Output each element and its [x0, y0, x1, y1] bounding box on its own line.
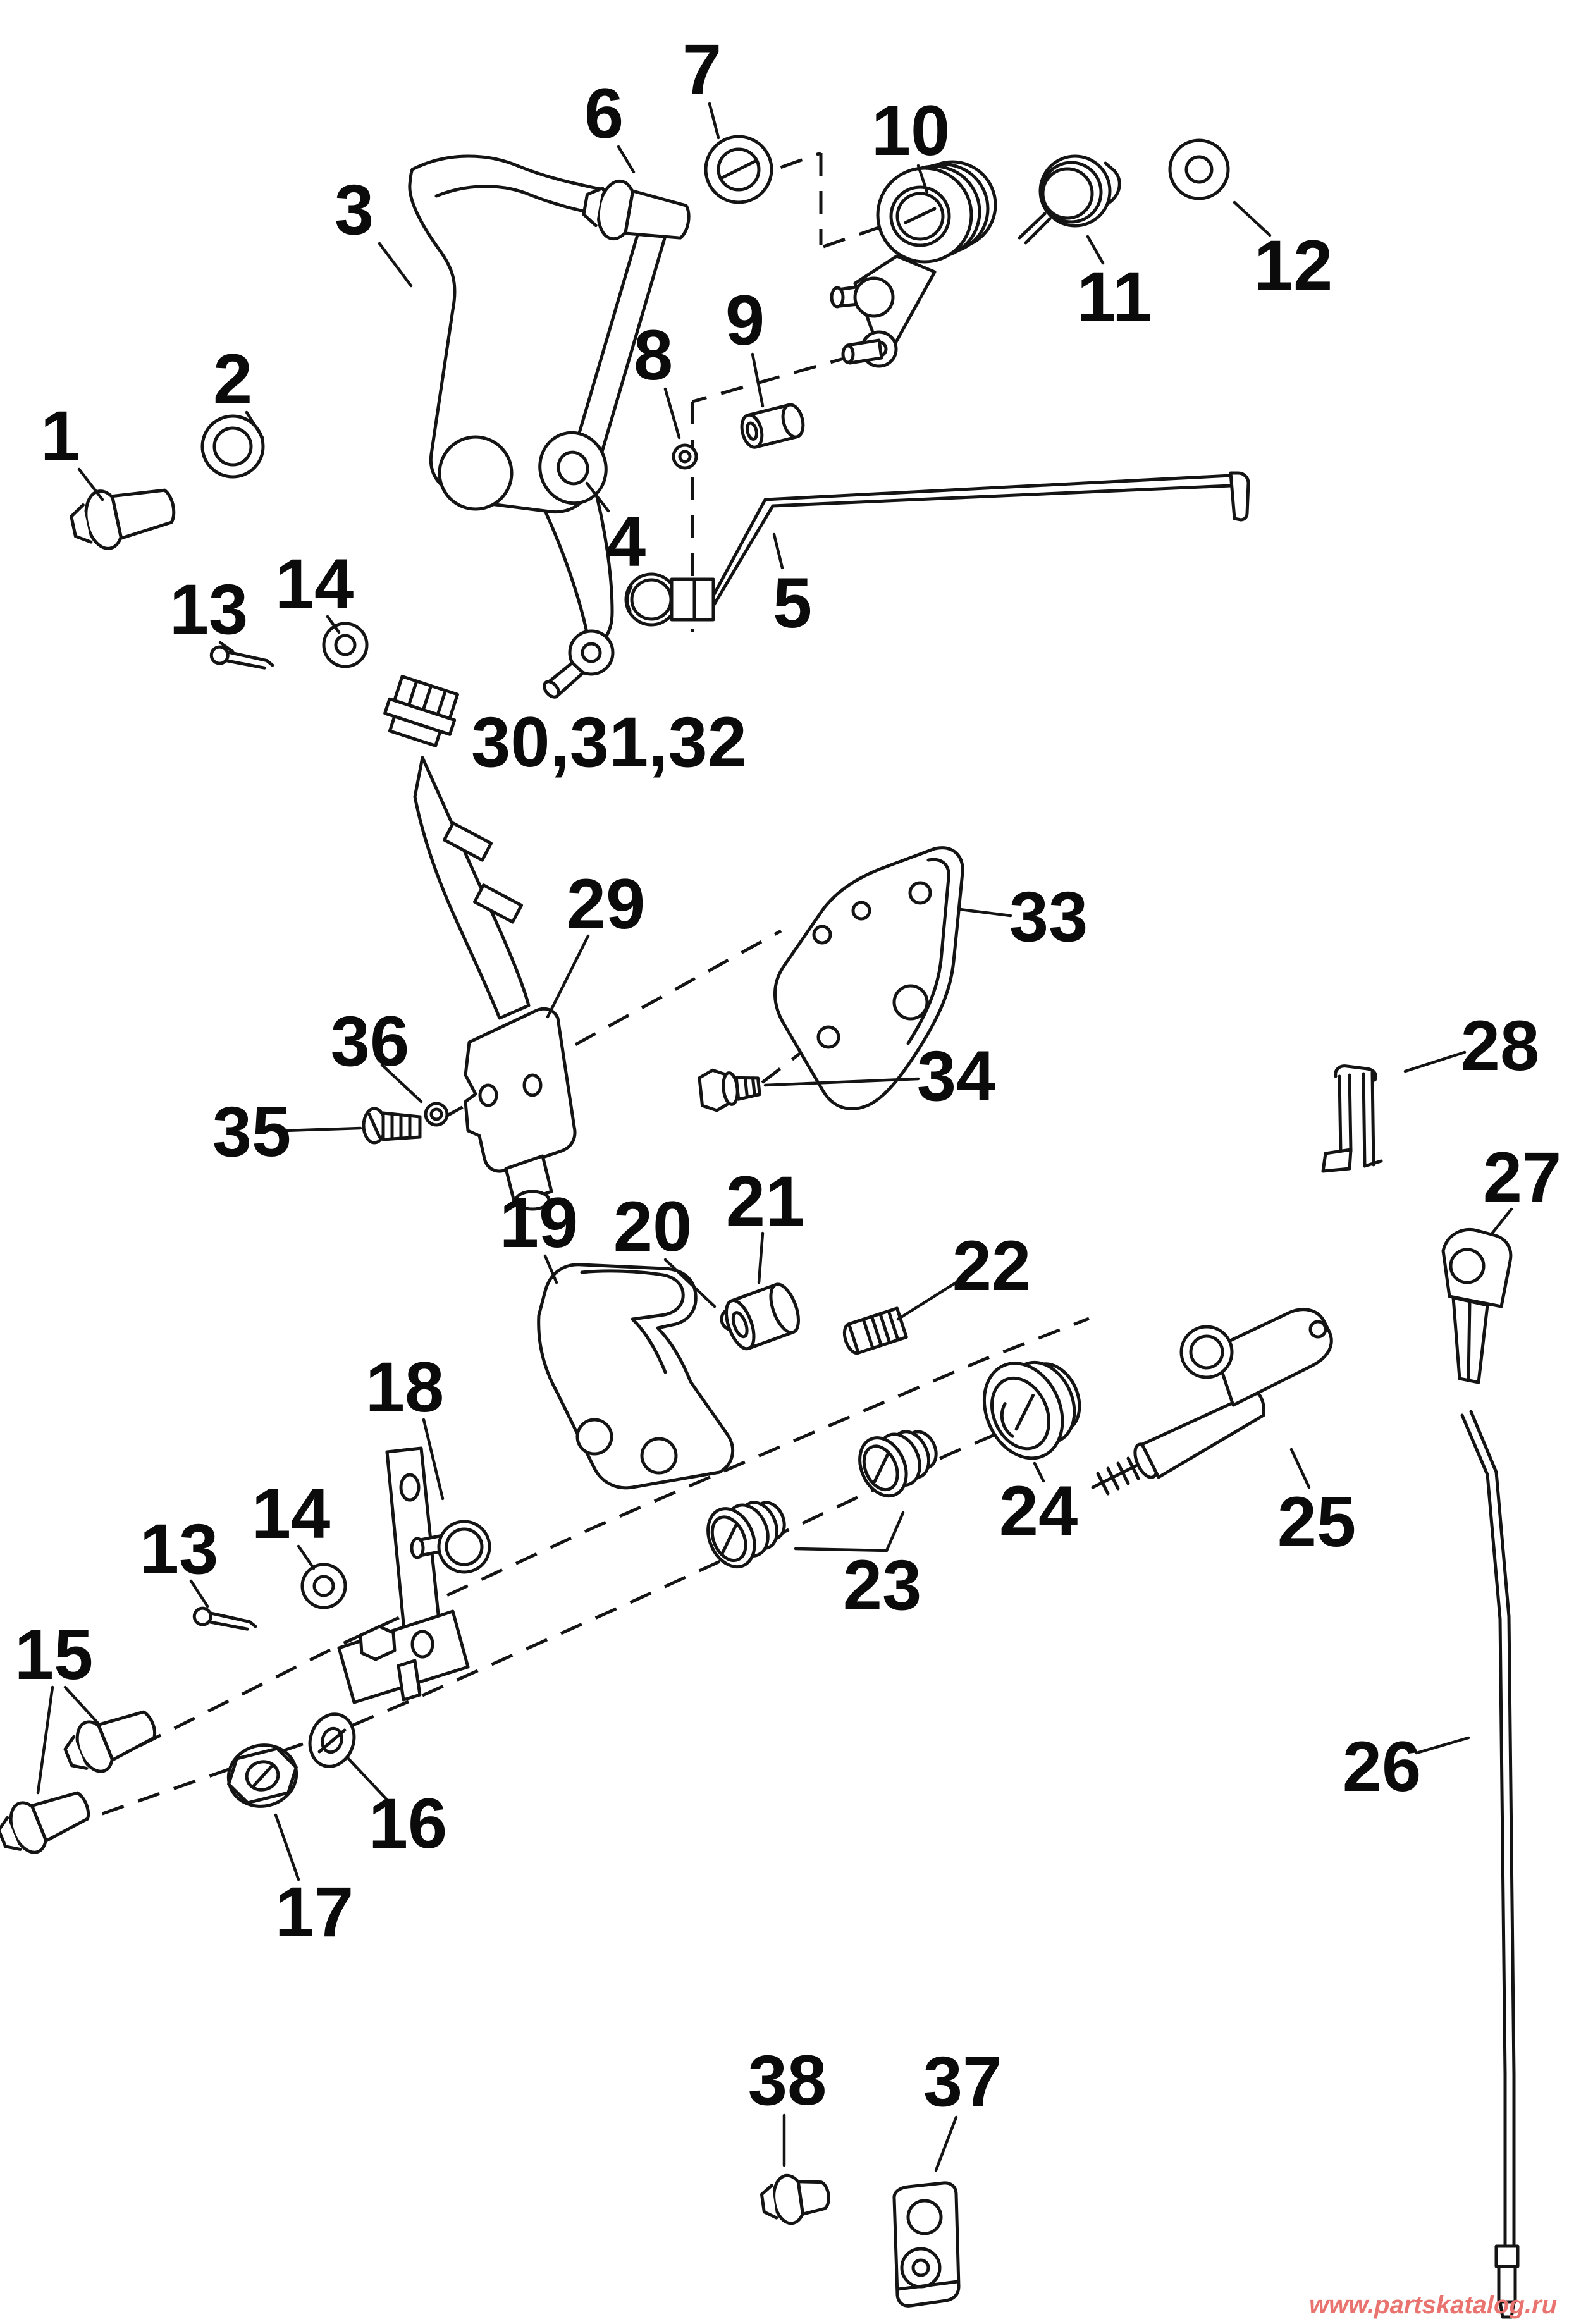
callout-label-7: 7	[682, 30, 722, 109]
callout-label-1: 1	[40, 397, 80, 476]
callout-label-14: 14	[274, 544, 354, 624]
callout-label-35: 35	[212, 1092, 292, 1171]
part-36-ring	[426, 1104, 447, 1125]
callout-leader-8	[665, 389, 679, 438]
callout-label-26: 26	[1342, 1727, 1422, 1806]
part-25-link	[1093, 1310, 1331, 1494]
part-34-bolt	[699, 1066, 761, 1112]
callout-label-10: 10	[871, 91, 950, 170]
part-24-grommet	[969, 1343, 1095, 1471]
part-15-bolt-b	[0, 1780, 96, 1862]
part-18-lever-bracket	[339, 1448, 489, 1702]
callout-leader-7	[710, 104, 718, 138]
callout-leader-37	[936, 2117, 956, 2170]
watermark-text: www.partskatalog.ru	[1309, 2291, 1557, 2319]
part-14-washer-a	[324, 624, 367, 667]
callout-label-6: 6	[584, 74, 624, 153]
callout-label-38: 38	[747, 2041, 827, 2120]
callout-label-24: 24	[999, 1472, 1078, 1551]
part-26-rod	[1462, 1411, 1518, 2317]
callout-label-17: 17	[274, 1872, 354, 1952]
callout-label-34: 34	[916, 1036, 996, 1116]
part-29-solenoid	[465, 1009, 575, 1209]
callout-leader-33	[960, 909, 1011, 916]
callout-label-13: 13	[169, 570, 249, 649]
part-23-grommet-a	[699, 1487, 794, 1574]
callout-label-12: 12	[1253, 226, 1333, 305]
callout-label-15: 15	[14, 1615, 94, 1694]
callout-leader-25	[1291, 1449, 1309, 1487]
part-5-link-rod	[626, 473, 1248, 625]
callout-label-2: 2	[212, 340, 253, 419]
callout-label-33: 33	[1009, 877, 1088, 956]
part-3-mount-bracket	[410, 156, 667, 700]
callout-label-28: 28	[1460, 1006, 1540, 1085]
part-9-spacer	[739, 403, 806, 450]
part-8-ring	[674, 445, 696, 468]
callout-label-29: 29	[566, 864, 646, 944]
callout-leader-9	[753, 354, 763, 406]
callout-label-18: 18	[365, 1348, 445, 1427]
part-27-clevis	[1443, 1229, 1511, 1382]
callout-leader-15	[38, 1687, 52, 1793]
part-1-bolt	[68, 477, 180, 555]
callout-label-8: 8	[633, 316, 674, 395]
part-19-bracket	[539, 1265, 733, 1488]
part-22-set-screw	[841, 1308, 906, 1355]
part-10-cam-follower	[832, 162, 995, 366]
callout-label-27: 27	[1482, 1138, 1562, 1217]
part-37-plate	[894, 2183, 959, 2306]
callout-label-14: 14	[251, 1474, 331, 1553]
part-11-torsion-spring	[1019, 156, 1119, 243]
callout-label-13: 13	[139, 1509, 219, 1589]
callout-label-21: 21	[725, 1162, 805, 1241]
part-23-grommet-b	[851, 1417, 946, 1503]
part-13-cotter-pin-b	[194, 1607, 257, 1632]
callout-label-9: 9	[725, 281, 765, 360]
callout-label-25: 25	[1277, 1482, 1356, 1561]
callout-layer	[15, 30, 1562, 2170]
callout-leader-22	[898, 1282, 956, 1319]
part-14-washer-b	[302, 1565, 345, 1608]
callout-label-3: 3	[334, 170, 374, 249]
part-7-washer	[706, 137, 772, 202]
part-12-washer	[1170, 140, 1228, 199]
callout-label-22: 22	[952, 1226, 1031, 1305]
part-13-cotter-pin-a	[211, 646, 274, 670]
callout-label-23: 23	[842, 1546, 922, 1625]
callout-leader-29	[548, 936, 588, 1017]
callout-leader-23	[887, 1513, 903, 1551]
callout-leader-28	[1405, 1052, 1465, 1071]
callout-label-19: 19	[499, 1183, 579, 1262]
callout-leader-26	[1417, 1738, 1468, 1753]
part-15-bolt-a	[59, 1699, 163, 1781]
part-35-screw	[364, 1109, 420, 1143]
callout-label-37: 37	[923, 2042, 1002, 2121]
callout-leader-17	[276, 1815, 298, 1879]
callout-label-30,31,32: 30,31,32	[471, 703, 747, 782]
callout-label-4: 4	[606, 502, 646, 581]
part-21-spacer	[721, 1281, 804, 1352]
callout-label-36: 36	[330, 1002, 410, 1081]
part-38-bolt	[760, 2170, 832, 2227]
callout-label-11: 11	[1076, 257, 1152, 336]
part-28-clip	[1323, 1066, 1381, 1171]
callout-leader-35	[285, 1128, 360, 1131]
callout-label-5: 5	[772, 563, 813, 642]
callout-label-16: 16	[368, 1784, 448, 1863]
callout-leader-3	[379, 243, 411, 286]
callout-label-20: 20	[613, 1187, 692, 1266]
